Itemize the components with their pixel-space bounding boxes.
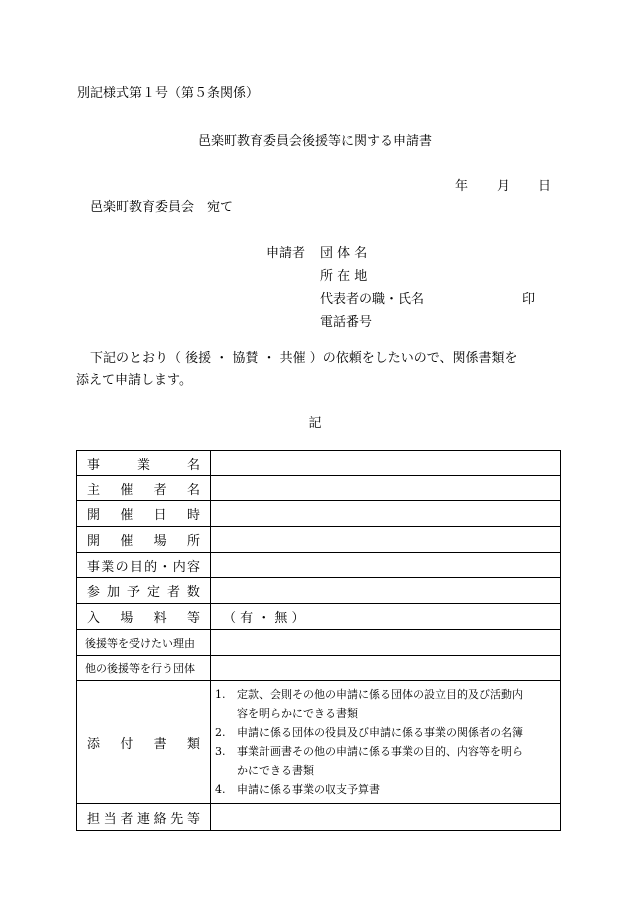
- label-text: 開 催 日 時: [87, 508, 200, 523]
- label-text: 主 催 者 名: [87, 482, 200, 498]
- item-text: 申請に係る事業の収支予算書: [237, 783, 380, 796]
- applicant-label: 申請者: [266, 246, 306, 261]
- table-row: [77, 656, 561, 681]
- label-fee: [77, 604, 211, 630]
- item-text-cont: かにできる書類: [237, 764, 314, 777]
- value-organizer[interactable]: [211, 476, 561, 501]
- label-text: 後援等を受けたい理由: [85, 636, 195, 650]
- applicant-group-name: [320, 242, 374, 261]
- form-number: 別記様式第１号（第５条関係）: [77, 86, 260, 101]
- label-event-name: [77, 451, 211, 476]
- value-purpose[interactable]: [211, 553, 561, 578]
- value-reason[interactable]: [211, 630, 561, 656]
- value-attachments: [211, 681, 561, 804]
- item-number: 4.: [215, 783, 226, 796]
- label-reason: [77, 630, 211, 656]
- label-text: 他の後援等を行う団体: [85, 662, 195, 675]
- item-text: 申請に係る団体の役員及び申請に係る事業の関係者の名簿: [237, 726, 523, 739]
- label-purpose: [77, 553, 211, 578]
- list-item: [215, 780, 560, 799]
- table-row: [77, 630, 561, 656]
- label-venue: [77, 527, 211, 553]
- value-datetime[interactable]: [211, 501, 561, 527]
- item-number: 1.: [215, 688, 226, 701]
- applicant-representative: 代表者の職・氏名: [320, 292, 425, 307]
- label-other-support: [77, 656, 211, 681]
- table-row: [77, 451, 561, 476]
- attachment-list: [211, 681, 560, 803]
- value-venue[interactable]: [211, 527, 561, 553]
- value-participants[interactable]: [211, 578, 561, 604]
- label-text: 参 加 予 定 者 数: [87, 585, 200, 600]
- label-contact: [77, 804, 211, 831]
- table-row: [77, 553, 561, 578]
- list-item: [215, 685, 560, 723]
- application-table: [76, 450, 561, 831]
- document-title: 邑楽町教育委員会後援等に関する申請書: [197, 134, 432, 149]
- item-number: 2.: [215, 726, 226, 739]
- applicant-address: 所 在 地: [320, 269, 368, 284]
- ki-heading: 記: [308, 416, 322, 431]
- table-row: [77, 681, 561, 804]
- table-row: [77, 476, 561, 501]
- item-text: 事業計画書その他の申請に係る事業の目的、内容等を明ら: [237, 745, 523, 758]
- date-month: 月: [497, 179, 511, 194]
- table-row: [77, 604, 561, 630]
- item-number: 3.: [215, 745, 226, 758]
- value-fee[interactable]: （ 有 ・ 無 ）: [211, 604, 561, 630]
- list-item: [215, 742, 560, 780]
- table-row: [77, 501, 561, 527]
- list-item: [215, 723, 560, 742]
- applicant-phone: 電話番号: [320, 315, 373, 330]
- item-text: 定款、会則その他の申請に係る団体の設立目的及び活動内: [237, 688, 523, 701]
- table-row: [77, 578, 561, 604]
- label-participants: [77, 578, 211, 604]
- label-text: 入 場 料 等: [87, 611, 200, 626]
- addressee: 邑楽町教育委員会 宛て: [90, 200, 234, 215]
- label-attachments: [77, 681, 211, 804]
- request-line-2: 添えて申請します。: [76, 373, 192, 388]
- value-contact[interactable]: [211, 804, 561, 831]
- value-event-name[interactable]: [211, 451, 561, 476]
- label-text: 担 当 者 連 絡 先 等: [87, 811, 200, 827]
- seal-mark: 印: [522, 292, 536, 307]
- applicant-group-name-text: 団 体 名: [320, 246, 368, 261]
- label-datetime: [77, 501, 211, 527]
- label-text: 事 業 の 目 的 ・ 内 容: [87, 559, 200, 575]
- request-line-1: 下記のとおり（ 後援 ・ 協賛 ・ 共催 ）の依頼をしたいので、関係書類を: [90, 351, 518, 366]
- label-text: 添 付 書 類: [87, 736, 200, 752]
- label-organizer: [77, 476, 211, 501]
- date-year: 年: [455, 179, 469, 194]
- table-row: [77, 804, 561, 831]
- label-text: 開 催 場 所: [87, 534, 200, 549]
- table-row: [77, 527, 561, 553]
- date-day: 日: [538, 179, 552, 194]
- value-other-support[interactable]: [211, 656, 561, 681]
- item-text-cont: 容を明らかにできる書類: [237, 707, 358, 720]
- label-text: 事 業 名: [87, 457, 200, 473]
